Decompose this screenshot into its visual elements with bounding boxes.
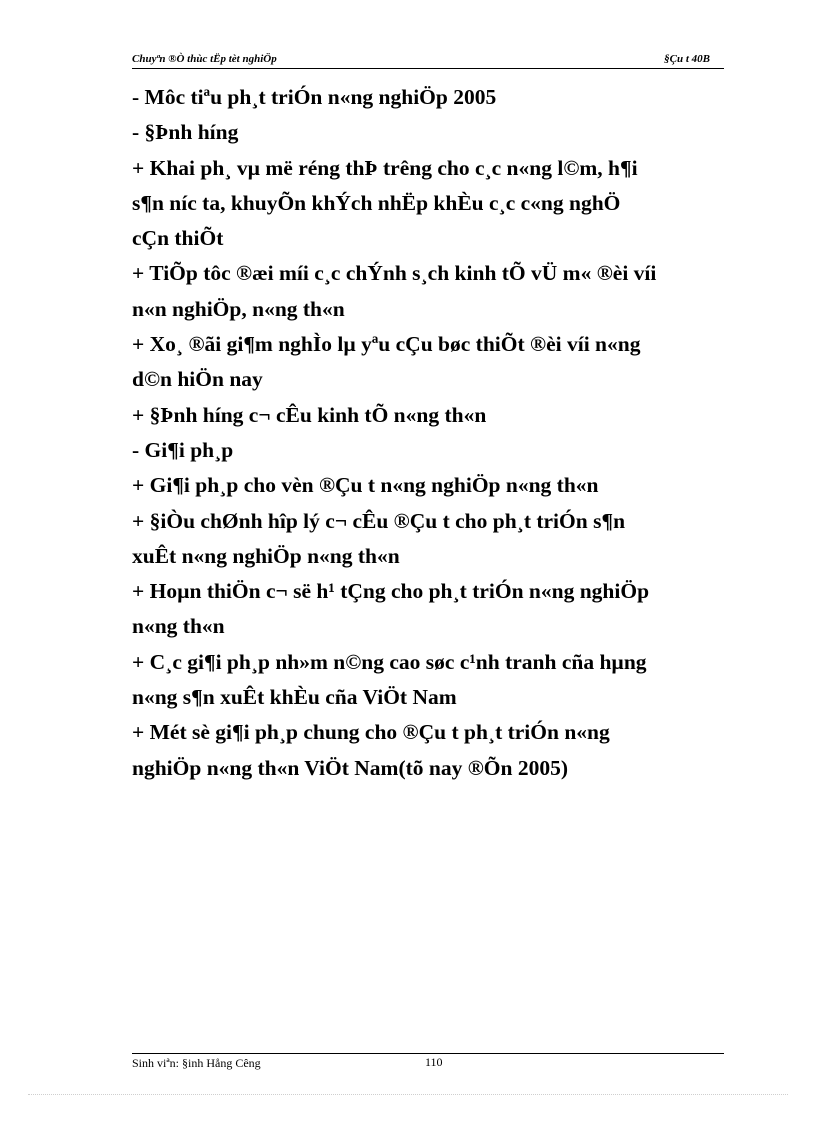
text-line: + Xo¸ ®ãi gi¶m nghÌo lµ yªu cÇu bøc thiÕt ®èi víi n«ng — [132, 332, 641, 357]
text-line: cÇn thiÕt — [132, 226, 224, 251]
text-line: + Mét sè gi¶i ph¸p chung cho ®Çu t ph¸t triÓn n«ng — [132, 720, 610, 745]
text-line: - Gi¶i ph¸p — [132, 437, 234, 462]
text-line: n«n nghiÖp, n«ng th«n — [132, 296, 345, 321]
text-line: n«ng s¶n xuÊt khÈu cña ViÖt Nam — [132, 685, 457, 710]
text-line: d©n hiÖn nay — [132, 367, 263, 392]
text-line: xuÊt n«ng nghiÖp n«ng th«n — [132, 543, 400, 568]
text-line: + Hoµn thiÖn c¬ së h¹ tÇng cho ph¸t triÓn n«ng nghiÖp — [132, 579, 650, 604]
header-class-label: §Çu t 40B — [664, 53, 710, 65]
text-line: n«ng th«n — [132, 614, 225, 639]
footer-divider — [132, 1053, 724, 1054]
page-header — [132, 50, 724, 69]
text-line: + §Þnh híng c¬ cÊu kinh tÕ n«ng th«n — [132, 402, 487, 427]
text-line: - §Þnh híng — [132, 120, 239, 145]
text-line: nghiÖp n«ng th«n ViÖt Nam(tõ nay ®Õn 2005) — [132, 755, 568, 780]
text-line: + C¸c gi¶i ph¸p nh»m n©ng cao søc c¹nh tranh cña hµng — [132, 649, 647, 674]
page-number: 110 — [425, 1055, 443, 1069]
page-bottom-divider — [28, 1094, 788, 1095]
text-line: + Gi¶i ph¸p cho vèn ®Çu t n«ng nghiÖp n«ng th«n — [132, 473, 599, 498]
footer-student-name: Sinh viªn: §inh Hång Cêng — [132, 1056, 261, 1070]
text-line: + TiÕp tôc ®æi míi c¸c chÝnh s¸ch kinh tÕ vÜ m« ®èi víi — [132, 261, 657, 286]
header-document-title: Chuyªn ®Ò thùc tËp tèt nghiÖp — [132, 53, 277, 65]
text-line: + §iÒu chØnh hîp lý c¬ cÊu ®Çu t cho ph¸t triÓn s¶n — [132, 508, 626, 533]
text-line: - Môc tiªu ph¸t triÓn n«ng nghiÖp 2005 — [132, 85, 497, 109]
text-line: s¶n níc ta, khuyÕn khÝch nhËp khÈu c¸c c«ng nghÖ — [132, 190, 621, 215]
text-line: + Khai ph¸ vµ më réng thÞ trêng cho c¸c n«ng l©m, h¶i — [132, 155, 638, 180]
document-body — [132, 80, 724, 786]
